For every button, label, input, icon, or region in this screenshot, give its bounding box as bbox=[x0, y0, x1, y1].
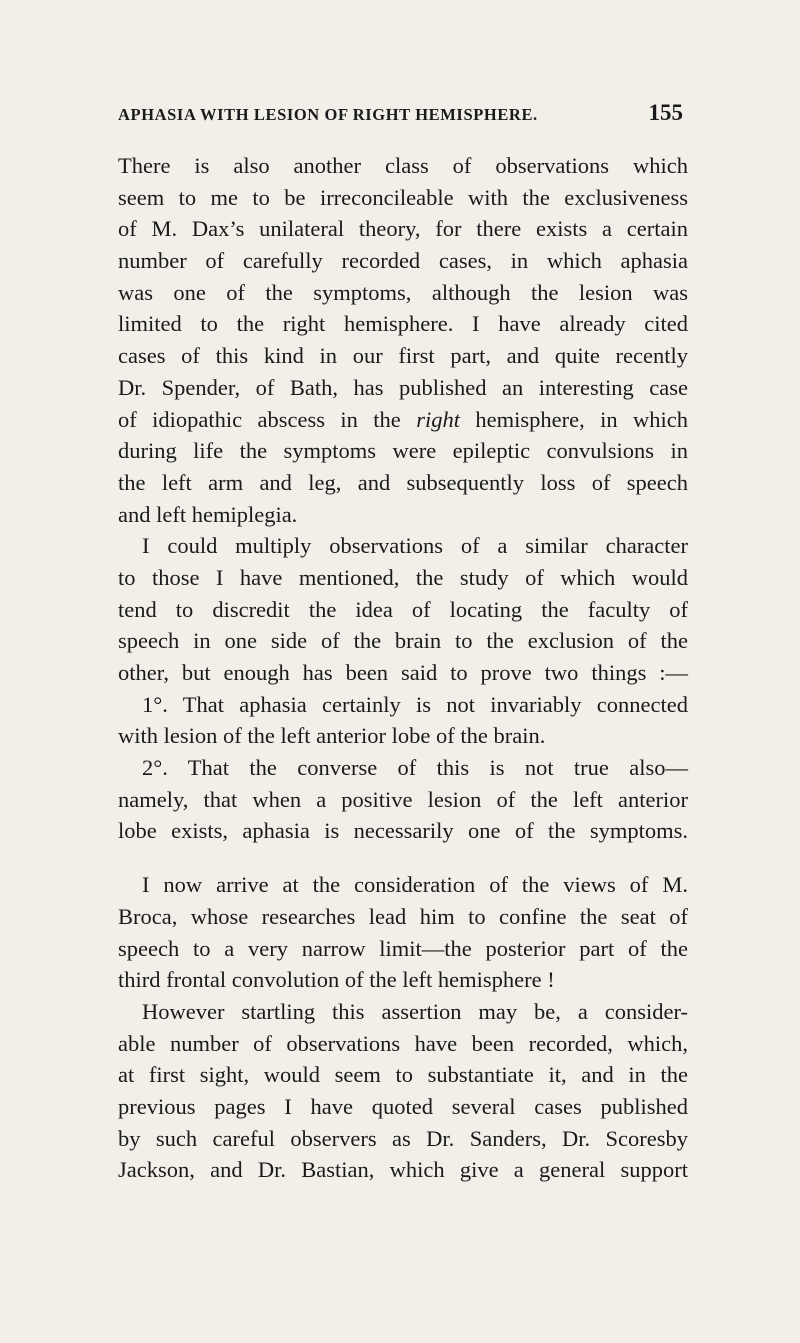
text-line: There is also another class of observations which bbox=[118, 153, 688, 178]
text-line: cases of this kind in our first part, and quite recently bbox=[118, 343, 688, 369]
text-line: Dr. Spender, of Bath, has published an interesting case bbox=[118, 374, 688, 400]
text-line: number of carefully recorded cases, in which aphasia bbox=[118, 248, 688, 274]
text-line: able number of observations have been recorded, which, bbox=[118, 1030, 688, 1056]
text-line: and left hemiplegia. bbox=[118, 501, 298, 527]
paragraph bbox=[118, 689, 688, 752]
text-line: lobe exists, aphasia is necessarily one of the symptoms. bbox=[118, 818, 688, 844]
text-line: with lesion of the left anterior lobe of the brain. bbox=[118, 723, 546, 749]
text-line: of M. Dax’s unilateral theory, for there exists a certain bbox=[118, 216, 688, 242]
text-line: namely, that when a positive lesion of the left anterior bbox=[118, 786, 688, 812]
text-line: other, but enough has been said to prove two things :— bbox=[118, 660, 688, 685]
paragraph bbox=[118, 150, 688, 530]
page-header bbox=[118, 100, 683, 126]
text-line: tend to discredit the idea of locating the faculty of bbox=[118, 596, 688, 622]
text-line: was one of the symptoms, although the lesion was bbox=[118, 279, 688, 305]
text-line: 1°. That aphasia certainly is not invariably connected bbox=[142, 691, 688, 717]
text-line: at first sight, would seem to substantiate it, and in the bbox=[118, 1062, 688, 1088]
paragraph bbox=[118, 530, 688, 688]
text-line: However startling this assertion may be, a consider- bbox=[142, 998, 688, 1024]
text-line: seem to me to be irreconcileable with the exclusiveness bbox=[118, 184, 688, 210]
text-line: 2°. That the converse of this is not true also— bbox=[142, 755, 688, 781]
text-line: of idiopathic abscess in the right hemisphere, in which bbox=[118, 406, 688, 432]
text-line: Jackson, and Dr. Bastian, which give a general support bbox=[118, 1157, 688, 1183]
running-title: APHASIA WITH LESION OF RIGHT HEMISPHERE. bbox=[118, 105, 538, 124]
text-line: during life the symptoms were epileptic convulsions in bbox=[118, 438, 688, 464]
text-line: speech to a very narrow limit—the posterior part of the bbox=[118, 935, 688, 961]
text-line: speech in one side of the brain to the exclusion of the bbox=[118, 628, 688, 654]
paragraph bbox=[118, 869, 688, 996]
text-line: to those I have mentioned, the study of which would bbox=[118, 564, 688, 590]
text-line: by such careful observers as Dr. Sanders, Dr. Scoresby bbox=[118, 1125, 688, 1151]
text-line: third frontal convolution of the left hemisphere ! bbox=[118, 967, 555, 993]
paragraph bbox=[118, 996, 688, 1186]
text-line: previous pages I have quoted several cases published bbox=[118, 1093, 688, 1119]
paragraph bbox=[118, 752, 688, 847]
text-line: Broca, whose researches lead him to confine the seat of bbox=[118, 903, 688, 929]
text-line: limited to the right hemisphere. I have already cited bbox=[118, 311, 688, 337]
section-gap bbox=[118, 847, 688, 869]
emphasis-right: right bbox=[416, 406, 460, 432]
text-line: I now arrive at the consideration of the views of M. bbox=[142, 872, 688, 898]
body-text bbox=[118, 150, 688, 1186]
page-number: 155 bbox=[648, 100, 683, 125]
text-line: the left arm and leg, and subsequently loss of speech bbox=[118, 469, 688, 495]
text-line: I could multiply observations of a similar character bbox=[142, 533, 688, 559]
